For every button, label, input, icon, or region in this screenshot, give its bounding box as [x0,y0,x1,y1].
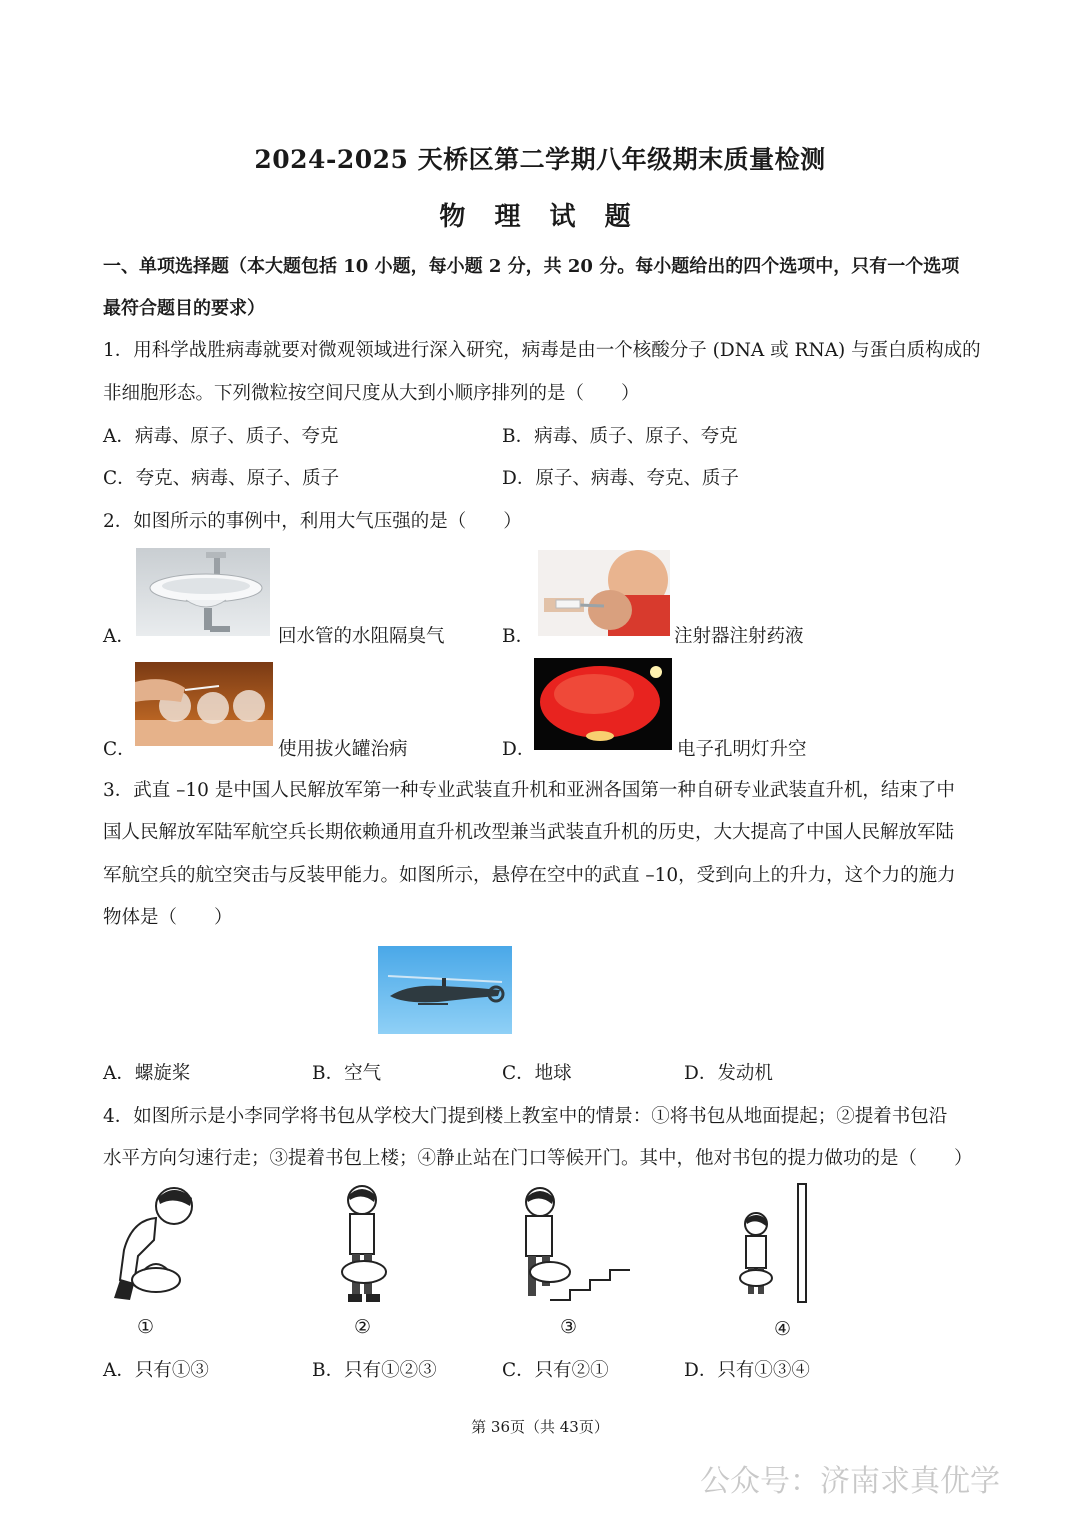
boy-walking-figure [330,1180,400,1310]
q1-stem-line1: 1．用科学战胜病毒就要对微观领域进行深入研究，病毒是由一个核酸分子 (DNA 或 RNA) 与蛋白质构成的 [103,340,981,361]
q2-option-a-caption: 回水管的水阻隔臭气 [278,626,445,647]
figure-label-4: ④ [774,1318,792,1340]
q2-stem: 2．如图所示的事例中，利用大气压强的是（ ） [103,511,522,532]
q4-option-a: A．只有①③ [103,1360,209,1381]
q1-option-b: B．病毒、质子、原子、夸克 [502,426,738,447]
injection-image [538,550,670,636]
q3-option-c: C．地球 [502,1063,572,1084]
exam-subtitle: 物 理 试 题 [439,202,641,232]
q4-option-b: B．只有①②③ [312,1360,437,1381]
q3-option-d: D．发动机 [684,1063,773,1084]
q3-option-b: B．空气 [312,1063,382,1084]
figure-label-1: ① [137,1316,155,1338]
sky-lantern-image [534,658,672,750]
section-heading-line2: 最符合题目的要求） [103,298,265,319]
q3-option-a: A．螺旋桨 [103,1063,191,1084]
cupping-image [135,662,273,746]
section-heading-line1: 一、单项选择题（本大题包括 10 小题，每小题 2 分，共 20 分。每小题给出的四个选项中，只有一个选项 [103,256,960,277]
q1-option-c: C．夸克、病毒、原子、质子 [103,468,340,489]
q3-stem-line2: 国人民解放军陆军航空兵长期依赖通用直升机改型兼当武装直升机的历史，大大提高了中国人民解放军陆 [103,822,955,843]
q1-option-d: D．原子、病毒、夸克、质子 [502,468,739,489]
q4-stem-line2: 水平方向匀速行走；③提着书包上楼；④静止站在门口等候开门。其中，他对书包的提力做功的是（ ） [103,1148,973,1169]
q2-option-c-caption: 使用拔火罐治病 [278,739,408,760]
boy-waiting-figure [736,1180,816,1310]
boy-stairs-figure [510,1180,634,1310]
figure-label-2: ② [354,1316,372,1338]
q2-option-d-letter: D． [502,739,536,760]
sink-image [136,548,270,636]
boy-lifting-figure [104,1180,200,1310]
q2-option-b-caption: 注射器注射药液 [674,626,804,647]
q3-stem-line1: 3．武直 –10 是中国人民解放军第一种专业武装直升机和亚洲各国第一种自研专业武装直升机，结束了中 [103,780,955,801]
q1-option-a: A．病毒、原子、质子、夸克 [103,426,339,447]
figure-label-3: ③ [560,1316,578,1338]
q2-option-c-letter: C． [103,739,136,760]
q4-option-d: D．只有①③④ [684,1360,810,1381]
helicopter-image [378,946,512,1034]
q3-stem-line3: 军航空兵的航空突击与反装甲能力。如图所示，悬停在空中的武直 –10，受到向上的升力，这个力的施力 [103,865,956,886]
watermark: 公众号：济南求真优学 [700,1464,1000,1499]
q2-option-d-caption: 电子孔明灯升空 [677,739,807,760]
q4-stem-line1: 4．如图所示是小李同学将书包从学校大门提到楼上教室中的情景：①将书包从地面提起；②提着书包沿 [103,1106,948,1127]
q2-option-b-letter: B． [502,626,535,647]
page-footer: 第 36页（共 43页） [471,1418,609,1436]
q2-option-a-letter: A． [103,626,135,647]
q3-stem-line4: 物体是（ ） [103,907,233,928]
q4-option-c: C．只有②① [502,1360,609,1381]
q1-stem-line2: 非细胞形态。下列微粒按空间尺度从大到小顺序排列的是（ ） [103,383,640,404]
exam-title: 2024-2025 天桥区第二学期八年级期末质量检测 [254,145,826,174]
